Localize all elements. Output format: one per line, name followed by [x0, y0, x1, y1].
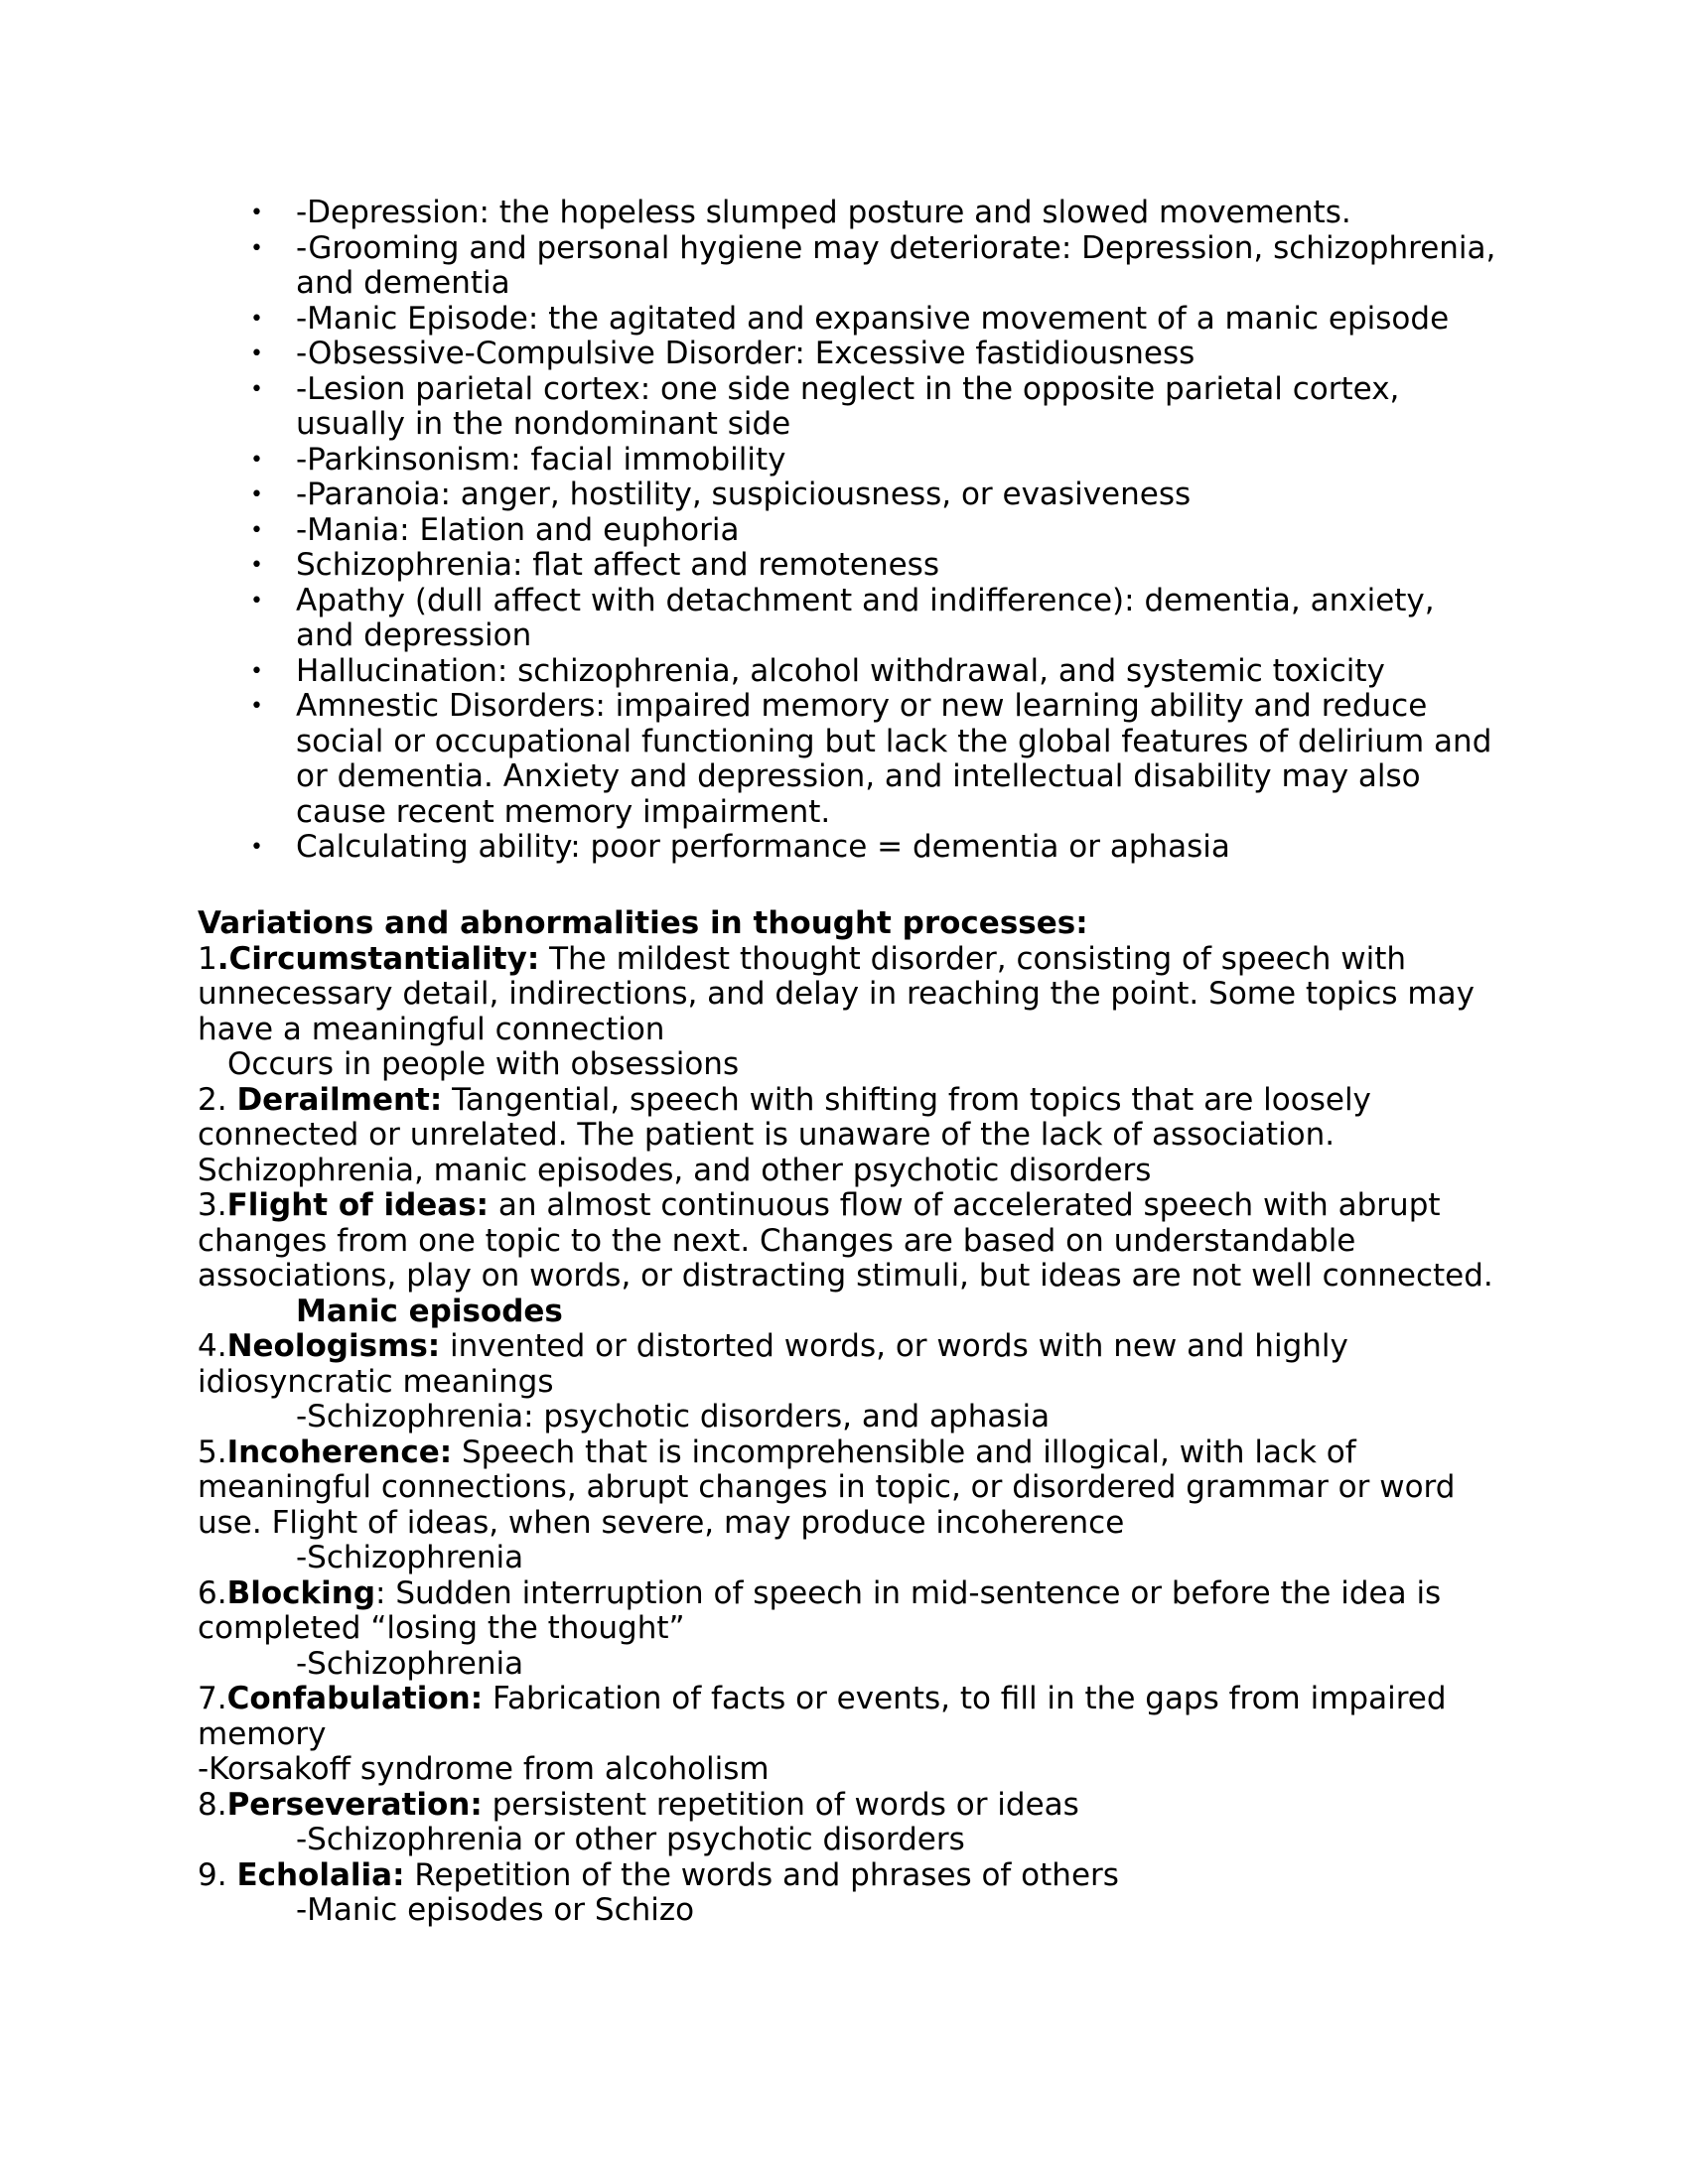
bullet-icon: • — [250, 306, 263, 332]
item-number: 9. — [198, 1856, 237, 1893]
numbered-item — [198, 1858, 1508, 1894]
bullet-icon: • — [250, 588, 263, 614]
list-item — [0, 689, 1497, 830]
list-item — [0, 830, 1497, 866]
numbered-item — [198, 1083, 1508, 1189]
list-item-text: -Mania: Elation and euphoria — [296, 511, 740, 548]
list-item — [0, 478, 1497, 513]
item-number: 1 — [198, 940, 217, 977]
list-item-text: -Lesion parietal cortex: one side neglect in the opposite parietal cortex, usually in the nondominant side — [296, 370, 1400, 442]
list-item-text: Schizophrenia: flat affect and remoteness — [296, 547, 939, 583]
bullet-icon: • — [250, 376, 263, 402]
item-number: 5. — [198, 1433, 227, 1470]
item-text: Speech that is incomprehensible and illogical, with lack of meaningful connections, abrupt changes in topic, or disordered grammar or word use. Flight of ideas, when severe, may produce incoherence — [198, 1433, 1456, 1541]
list-item-text: Amnestic Disorders: impaired memory or new learning ability and reduce social or occupational functioning but lack the global features of delirium and or dementia. Anxiety and depression, and intellectual disability may also cause recent memory impairment. — [296, 688, 1492, 830]
thought-processes-section — [198, 906, 1508, 1929]
section-heading: Variations and abnormalities in thought processes: — [198, 905, 1088, 941]
list-item — [0, 513, 1497, 549]
item-number: 3. — [198, 1187, 227, 1223]
item-term: Echolalia: — [236, 1856, 405, 1893]
numbered-item — [198, 1435, 1508, 1542]
list-item — [0, 372, 1497, 443]
numbered-item — [198, 1188, 1508, 1295]
list-item-text: -Manic Episode: the agitated and expansive movement of a manic episode — [296, 300, 1450, 337]
item-term: Blocking — [226, 1574, 376, 1611]
bullet-icon: • — [250, 835, 263, 860]
item-note: -Manic episodes or Schizo — [296, 1892, 695, 1928]
item-term: Derailment: — [236, 1081, 443, 1118]
item-term: .Circumstantiality: — [216, 940, 540, 977]
list-item-text: -Parkinsonism: facial immobility — [296, 441, 786, 478]
item-term: Flight of ideas: — [226, 1187, 490, 1223]
item-number: 6. — [198, 1574, 227, 1611]
list-item — [0, 302, 1497, 338]
list-item-text: -Grooming and personal hygiene may deteriorate: Depression, schizophrenia, and dementia — [296, 229, 1496, 301]
list-item — [0, 231, 1497, 302]
item-text: : Sudden interruption of speech in mid-sentence or before the idea is completed “losing the thought” — [198, 1574, 1442, 1646]
item-note: -Schizophrenia: psychotic disorders, and aphasia — [296, 1399, 1051, 1434]
list-item — [0, 654, 1497, 690]
item-term: Incoherence: — [226, 1433, 453, 1470]
list-item-text: Hallucination: schizophrenia, alcohol withdrawal, and systemic toxicity — [296, 652, 1385, 689]
bullet-icon: • — [250, 553, 263, 578]
item-term: Neologisms: — [226, 1328, 441, 1364]
item-text: persistent repetition of words or ideas — [482, 1786, 1079, 1823]
numbered-item — [198, 1576, 1508, 1647]
list-item-text: -Obsessive-Compulsive Disorder: Excessive fastidiousness — [296, 336, 1196, 371]
item-text: Fabrication of facts or events, to fill in the gaps from impaired memory — [198, 1681, 1447, 1752]
item-note: Occurs in people with obsessions — [227, 1046, 740, 1082]
bullet-icon: • — [250, 341, 263, 366]
item-text: Repetition of the words and phrases of others — [404, 1856, 1119, 1893]
list-item — [0, 443, 1497, 478]
item-number: 7. — [198, 1681, 227, 1716]
item-text: Tangential, speech with shifting from topics that are loosely connected or unrelated. The patient is unaware of the lack of association. Schizophrenia, manic episodes, and other psychotic disorders — [198, 1081, 1371, 1188]
list-item — [0, 337, 1497, 372]
list-item — [0, 196, 1497, 231]
item-term: Confabulation: — [226, 1681, 484, 1716]
list-item-text: -Depression: the hopeless slumped posture and slowed movements. — [296, 195, 1351, 230]
item-term: Perseveration: — [226, 1786, 483, 1823]
item-number: 8. — [198, 1786, 227, 1823]
item-note: Manic episodes — [296, 1293, 563, 1329]
item-note: -Korsakoff syndrome from alcoholism — [198, 1751, 770, 1787]
list-item — [0, 548, 1497, 584]
numbered-item — [198, 1329, 1508, 1400]
item-number: 2. — [198, 1081, 237, 1118]
bullet-icon: • — [250, 482, 263, 507]
list-item-text: -Paranoia: anger, hostility, suspiciousness, or evasiveness — [296, 477, 1192, 512]
bullet-icon: • — [250, 694, 263, 719]
bullet-icon: • — [250, 447, 263, 473]
numbered-item — [198, 1788, 1508, 1824]
numbered-item — [198, 1682, 1508, 1752]
item-number: 4. — [198, 1328, 227, 1364]
bullet-icon: • — [250, 235, 263, 261]
item-note: -Schizophrenia — [296, 1540, 524, 1575]
item-note: -Schizophrenia or other psychotic disorders — [296, 1822, 965, 1857]
item-text: The mildest thought disorder, consisting of speech with unnecessary detail, indirections, and delay in reaching the point. Some topics may have a meaningful connection — [198, 940, 1475, 1047]
bullet-list — [0, 196, 1688, 866]
list-item-text: Calculating ability: poor performance = dementia or aphasia — [296, 829, 1230, 865]
bullet-icon: • — [250, 201, 263, 225]
list-item-text: Apathy (dull affect with detachment and indifference): dementia, anxiety, and depression — [296, 582, 1435, 653]
item-text: an almost continuous flow of accelerated speech with abrupt changes from one topic to the next. Changes are based on understandable associations, play on words, or distracting stimuli, but ideas are not well connected. — [198, 1187, 1493, 1294]
item-note: -Schizophrenia — [296, 1645, 524, 1682]
item-text: invented or distorted words, or words with new and highly idiosyncratic meanings — [198, 1328, 1348, 1400]
numbered-item — [198, 942, 1508, 1048]
list-item — [0, 584, 1497, 654]
bullet-icon: • — [250, 517, 263, 543]
bullet-icon: • — [250, 658, 263, 684]
